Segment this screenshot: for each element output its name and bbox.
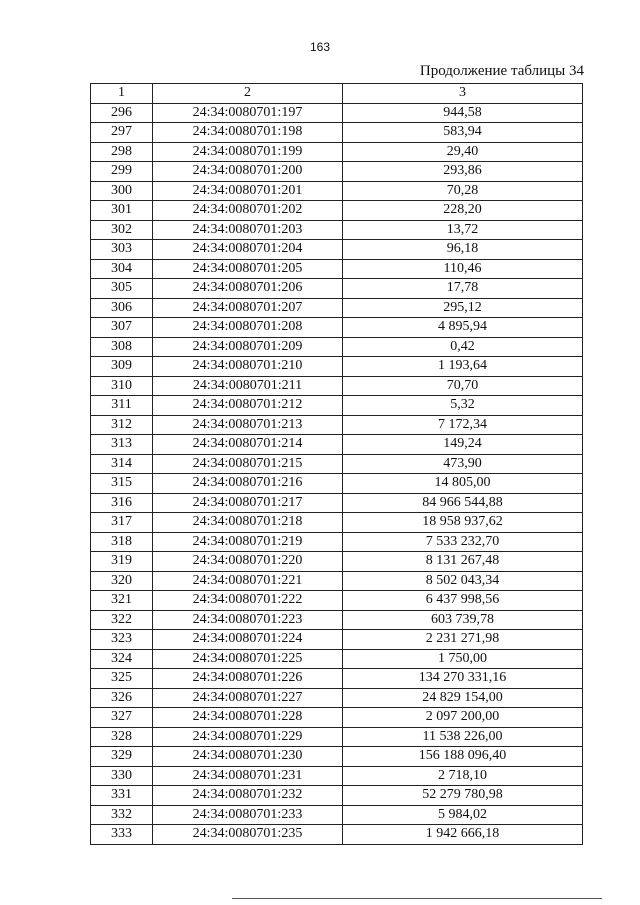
row-number-cell: 321 [91, 591, 153, 611]
table-row [91, 162, 583, 182]
row-number-cell: 314 [91, 454, 153, 474]
value-cell: 228,20 [343, 201, 583, 221]
table-row [91, 766, 583, 786]
row-number-cell: 312 [91, 415, 153, 435]
table-row [91, 337, 583, 357]
cadastral-number-cell: 24:34:0080701:232 [153, 786, 343, 806]
table-row [91, 474, 583, 494]
value-cell: 134 270 331,16 [343, 669, 583, 689]
row-number-cell: 325 [91, 669, 153, 689]
table-row [91, 825, 583, 845]
table-row [91, 708, 583, 728]
row-number-cell: 315 [91, 474, 153, 494]
row-number-cell: 333 [91, 825, 153, 845]
table-row [91, 103, 583, 123]
value-cell: 84 966 544,88 [343, 493, 583, 513]
cadastral-number-cell: 24:34:0080701:204 [153, 240, 343, 260]
data-table [90, 83, 583, 845]
cadastral-number-cell: 24:34:0080701:212 [153, 396, 343, 416]
row-number-cell: 307 [91, 318, 153, 338]
value-cell: 11 538 226,00 [343, 727, 583, 747]
value-cell: 2 097 200,00 [343, 708, 583, 728]
cadastral-number-cell: 24:34:0080701:201 [153, 181, 343, 201]
table-row [91, 298, 583, 318]
table-row [91, 435, 583, 455]
row-number-cell: 306 [91, 298, 153, 318]
row-number-cell: 331 [91, 786, 153, 806]
cadastral-number-cell: 24:34:0080701:220 [153, 552, 343, 572]
cadastral-number-cell: 24:34:0080701:221 [153, 571, 343, 591]
cadastral-number-cell: 24:34:0080701:199 [153, 142, 343, 162]
value-cell: 96,18 [343, 240, 583, 260]
table-row [91, 240, 583, 260]
row-number-cell: 317 [91, 513, 153, 533]
cadastral-number-cell: 24:34:0080701:203 [153, 220, 343, 240]
row-number-cell: 327 [91, 708, 153, 728]
cadastral-number-cell: 24:34:0080701:208 [153, 318, 343, 338]
table-row [91, 669, 583, 689]
cadastral-number-cell: 24:34:0080701:206 [153, 279, 343, 299]
table-row [91, 318, 583, 338]
cadastral-number-cell: 24:34:0080701:230 [153, 747, 343, 767]
value-cell: 6 437 998,56 [343, 591, 583, 611]
cadastral-number-cell: 24:34:0080701:225 [153, 649, 343, 669]
value-cell: 0,42 [343, 337, 583, 357]
cadastral-number-cell: 24:34:0080701:215 [153, 454, 343, 474]
cadastral-number-cell: 24:34:0080701:202 [153, 201, 343, 221]
row-number-cell: 309 [91, 357, 153, 377]
cadastral-number-cell: 24:34:0080701:207 [153, 298, 343, 318]
table-row [91, 532, 583, 552]
value-cell: 18 958 937,62 [343, 513, 583, 533]
value-cell: 52 279 780,98 [343, 786, 583, 806]
row-number-cell: 322 [91, 610, 153, 630]
row-number-cell: 328 [91, 727, 153, 747]
value-cell: 4 895,94 [343, 318, 583, 338]
value-cell: 1 193,64 [343, 357, 583, 377]
cadastral-number-cell: 24:34:0080701:210 [153, 357, 343, 377]
bottom-rule [232, 898, 602, 899]
row-number-cell: 311 [91, 396, 153, 416]
cadastral-number-cell: 24:34:0080701:235 [153, 825, 343, 845]
row-number-cell: 318 [91, 532, 153, 552]
row-number-cell: 323 [91, 630, 153, 650]
value-cell: 8 502 043,34 [343, 571, 583, 591]
row-number-cell: 320 [91, 571, 153, 591]
header-row [91, 84, 583, 104]
table-row [91, 688, 583, 708]
table-row [91, 396, 583, 416]
row-number-cell: 313 [91, 435, 153, 455]
value-cell: 583,94 [343, 123, 583, 143]
value-cell: 603 739,78 [343, 610, 583, 630]
row-number-cell: 296 [91, 103, 153, 123]
value-cell: 70,28 [343, 181, 583, 201]
table-row [91, 259, 583, 279]
cadastral-number-cell: 24:34:0080701:233 [153, 805, 343, 825]
value-cell: 24 829 154,00 [343, 688, 583, 708]
table-row [91, 727, 583, 747]
cadastral-number-cell: 24:34:0080701:217 [153, 493, 343, 513]
cadastral-number-cell: 24:34:0080701:226 [153, 669, 343, 689]
value-cell: 5,32 [343, 396, 583, 416]
row-number-cell: 330 [91, 766, 153, 786]
table-row [91, 571, 583, 591]
table-row [91, 415, 583, 435]
value-cell: 7 172,34 [343, 415, 583, 435]
value-cell: 14 805,00 [343, 474, 583, 494]
continuation-title: Продолжение таблицы 34 [419, 63, 584, 79]
table-row [91, 786, 583, 806]
row-number-cell: 299 [91, 162, 153, 182]
cadastral-number-cell: 24:34:0080701:216 [153, 474, 343, 494]
cadastral-number-cell: 24:34:0080701:197 [153, 103, 343, 123]
row-number-cell: 300 [91, 181, 153, 201]
table-row [91, 142, 583, 162]
cadastral-number-cell: 24:34:0080701:205 [153, 259, 343, 279]
table-row [91, 357, 583, 377]
table-row [91, 805, 583, 825]
table-row [91, 630, 583, 650]
cadastral-number-cell: 24:34:0080701:218 [153, 513, 343, 533]
table-row [91, 591, 583, 611]
row-number-cell: 303 [91, 240, 153, 260]
cadastral-number-cell: 24:34:0080701:209 [153, 337, 343, 357]
table-row [91, 220, 583, 240]
value-cell: 944,58 [343, 103, 583, 123]
cadastral-number-cell: 24:34:0080701:222 [153, 591, 343, 611]
row-number-cell: 324 [91, 649, 153, 669]
row-number-cell: 301 [91, 201, 153, 221]
value-cell: 1 750,00 [343, 649, 583, 669]
value-cell: 2 718,10 [343, 766, 583, 786]
column-header-1: 1 [91, 84, 153, 104]
cadastral-number-cell: 24:34:0080701:211 [153, 376, 343, 396]
value-cell: 1 942 666,18 [343, 825, 583, 845]
value-cell: 70,70 [343, 376, 583, 396]
value-cell: 17,78 [343, 279, 583, 299]
cadastral-number-cell: 24:34:0080701:200 [153, 162, 343, 182]
row-number-cell: 305 [91, 279, 153, 299]
row-number-cell: 332 [91, 805, 153, 825]
table-row [91, 649, 583, 669]
row-number-cell: 310 [91, 376, 153, 396]
row-number-cell: 304 [91, 259, 153, 279]
value-cell: 7 533 232,70 [343, 532, 583, 552]
table-row [91, 279, 583, 299]
row-number-cell: 326 [91, 688, 153, 708]
cadastral-number-cell: 24:34:0080701:227 [153, 688, 343, 708]
row-number-cell: 316 [91, 493, 153, 513]
value-cell: 29,40 [343, 142, 583, 162]
cadastral-number-cell: 24:34:0080701:223 [153, 610, 343, 630]
value-cell: 295,12 [343, 298, 583, 318]
table-row [91, 454, 583, 474]
table-row [91, 123, 583, 143]
cadastral-number-cell: 24:34:0080701:214 [153, 435, 343, 455]
table-row [91, 181, 583, 201]
value-cell: 13,72 [343, 220, 583, 240]
value-cell: 473,90 [343, 454, 583, 474]
row-number-cell: 297 [91, 123, 153, 143]
cadastral-number-cell: 24:34:0080701:228 [153, 708, 343, 728]
cadastral-number-cell: 24:34:0080701:229 [153, 727, 343, 747]
column-header-3: 3 [343, 84, 583, 104]
table-row [91, 747, 583, 767]
cadastral-number-cell: 24:34:0080701:231 [153, 766, 343, 786]
value-cell: 2 231 271,98 [343, 630, 583, 650]
row-number-cell: 329 [91, 747, 153, 767]
cadastral-number-cell: 24:34:0080701:224 [153, 630, 343, 650]
page-number: 163 [309, 40, 331, 54]
cadastral-number-cell: 24:34:0080701:198 [153, 123, 343, 143]
value-cell: 8 131 267,48 [343, 552, 583, 572]
value-cell: 293,86 [343, 162, 583, 182]
row-number-cell: 302 [91, 220, 153, 240]
cadastral-number-cell: 24:34:0080701:213 [153, 415, 343, 435]
table-row [91, 493, 583, 513]
row-number-cell: 319 [91, 552, 153, 572]
table-row [91, 201, 583, 221]
value-cell: 156 188 096,40 [343, 747, 583, 767]
table-row [91, 376, 583, 396]
row-number-cell: 298 [91, 142, 153, 162]
table-row [91, 552, 583, 572]
table-row [91, 513, 583, 533]
table-row [91, 610, 583, 630]
row-number-cell: 308 [91, 337, 153, 357]
table-body [91, 103, 583, 844]
value-cell: 110,46 [343, 259, 583, 279]
column-header-2: 2 [153, 84, 343, 104]
value-cell: 5 984,02 [343, 805, 583, 825]
cadastral-number-cell: 24:34:0080701:219 [153, 532, 343, 552]
value-cell: 149,24 [343, 435, 583, 455]
